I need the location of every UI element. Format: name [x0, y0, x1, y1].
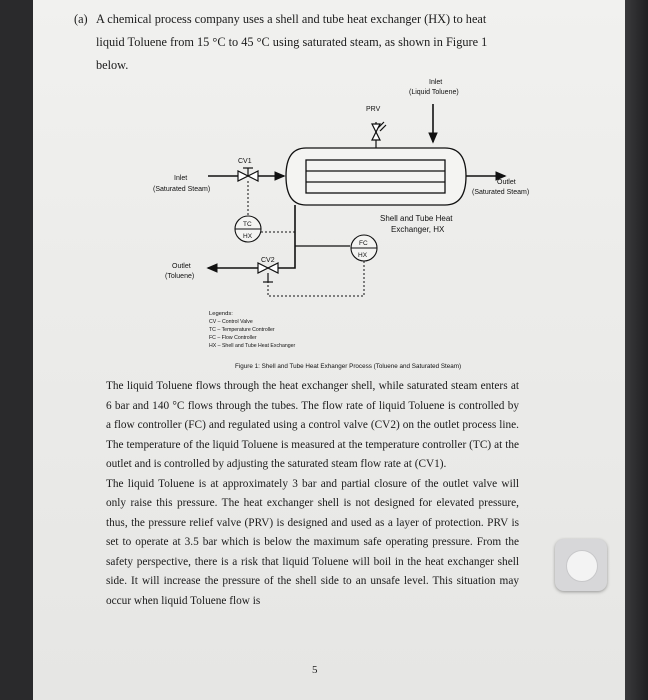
outlet-toluene-sublabel: (Toluene)	[165, 273, 195, 280]
tc-sublabel: HX	[243, 233, 253, 240]
legend-item: CV – Control Valve	[209, 319, 253, 325]
prv-valve-icon	[372, 122, 386, 148]
legend-title: Legends:	[209, 311, 233, 317]
legend-item: FC – Flow Controller	[209, 335, 257, 341]
paragraph-1: The liquid Toluene flows through the heat exchanger shell, while saturated steam enters at 6 bar and 140 °C flows through the tubes. The flow rate of liquid Toluene is controlled by a flow controller (FC) and regulated using a control valve (CV2) on the outlet process line. The temperature of the liquid Toluene is measured at the temperature controller (TC) at the outlet and is controlled by adjusting the saturated steam flow rate at (CV1).	[106, 380, 519, 470]
inlet-steam-label: Inlet	[174, 175, 188, 182]
inlet-toluene-sublabel: (Liquid Toluene)	[409, 89, 459, 96]
prv-label: PRV	[366, 106, 381, 113]
inlet-steam-sublabel: (Saturated Steam)	[153, 186, 211, 193]
scroll-knob-icon	[566, 550, 598, 582]
question-line-2: liquid Toluene from 15 °C to 45 °C using saturated steam, as shown in Figure 1	[96, 35, 488, 49]
toluene-outlet-pipe	[274, 205, 295, 268]
question-line-3: below.	[96, 58, 129, 72]
cv1-valve-icon	[238, 168, 258, 181]
floating-scroll-button[interactable]	[555, 539, 607, 591]
fc-signal-line	[268, 261, 364, 296]
outlet-toluene-label: Outlet	[172, 263, 191, 270]
fc-sublabel: HX	[358, 252, 368, 259]
question-label: (a)	[74, 12, 88, 26]
cv2-valve-icon	[258, 263, 278, 282]
page-number: 5	[312, 664, 318, 676]
question-line-1: A chemical process company uses a shell and tube heat exchanger (HX) to heat	[96, 12, 487, 26]
outlet-steam-label: Outlet	[497, 179, 516, 186]
paragraph-2: The liquid Toluene is at approximately 3 bar and partial closure of the outlet valve will only raise this pressure. The heat exchanger shell is not designed for elevated pressure, thus, the pressure relief valve (PRV) is designed and used as a layer of protection. PRV is set to operate at 3.5 bar which is below the maximum safe operating pressure. From the safety perspective, there is a risk that liquid Toluene will boil in the heat exchanger shell side. It will increase the pressure of the shell side to an unsafe level. This situation may occur when liquid Toluene flow is	[106, 477, 519, 607]
legend-item: TC – Temperature Controller	[209, 327, 275, 333]
inlet-toluene-label: Inlet	[429, 79, 443, 86]
legend-item: HX – Shell and Tube Heat Exchanger	[209, 343, 296, 349]
fc-label: FC	[359, 240, 368, 247]
cv2-label: CV2	[261, 257, 275, 264]
outlet-steam-sublabel: (Saturated Steam)	[472, 189, 530, 196]
cv1-label: CV1	[238, 158, 252, 165]
hx-sublabel: Exchanger, HX	[391, 225, 445, 234]
body-text	[106, 377, 519, 611]
figure-caption: Figure 1: Shell and Tube Heat Exhanger Process (Toluene and Saturated Steam)	[235, 363, 462, 370]
hx-label: Shell and Tube Heat	[380, 214, 453, 223]
heat-exchanger-icon	[286, 148, 466, 205]
tc-label: TC	[243, 221, 252, 228]
